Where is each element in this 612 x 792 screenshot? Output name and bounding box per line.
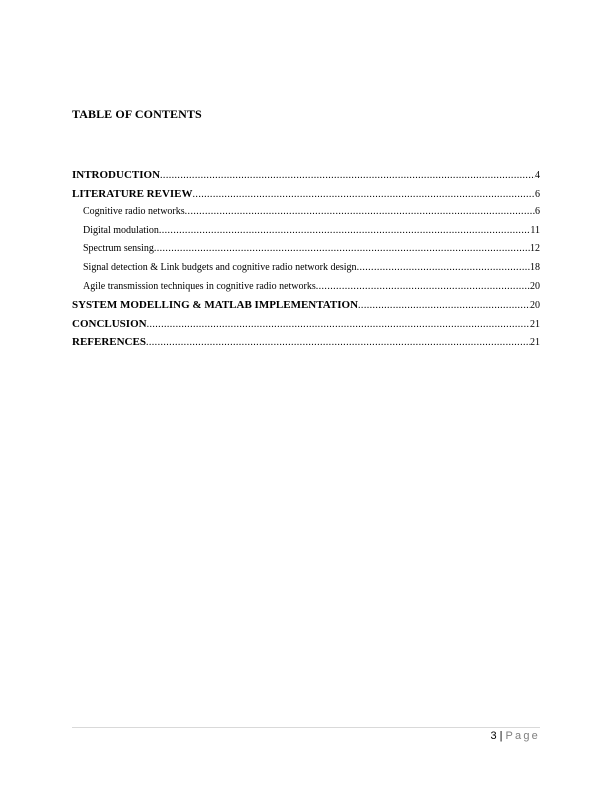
toc-entry-signal-detection[interactable] xyxy=(72,259,540,278)
toc-entry-title: Agile transmission techniques in cognitive radio networks xyxy=(83,280,316,292)
toc-dot-leader xyxy=(193,186,535,205)
footer-separator: | xyxy=(499,730,503,742)
toc-list xyxy=(72,166,540,352)
toc-entry-page: 21 xyxy=(530,318,540,330)
toc-entry-references[interactable] xyxy=(72,333,540,352)
page-footer xyxy=(491,730,540,742)
toc-entry-introduction[interactable] xyxy=(72,166,540,185)
toc-entry-title: Digital modulation xyxy=(83,224,159,236)
toc-entry-cognitive-radio-networks[interactable] xyxy=(72,203,540,222)
toc-entry-conclusion[interactable] xyxy=(72,315,540,334)
toc-entry-title: Cognitive radio networks xyxy=(83,206,185,218)
toc-dot-leader xyxy=(160,167,535,186)
toc-entry-literature-review[interactable] xyxy=(72,185,540,204)
toc-entry-agile-transmission[interactable] xyxy=(72,278,540,297)
toc-entry-page: 18 xyxy=(530,261,540,273)
toc-entry-page: 20 xyxy=(530,300,540,312)
toc-entry-page: 20 xyxy=(530,280,540,292)
toc-entry-title: REFERENCES xyxy=(72,336,146,349)
toc-dot-leader xyxy=(154,240,530,259)
toc-entry-page: 21 xyxy=(530,337,540,349)
toc-entry-title: LITERATURE REVIEW xyxy=(72,187,193,200)
toc-heading: TABLE OF CONTENTS xyxy=(72,107,202,121)
toc-dot-leader xyxy=(159,222,531,241)
toc-entry-title: SYSTEM MODELLING & MATLAB IMPLEMENTATION xyxy=(72,299,359,312)
toc-entry-page: 11 xyxy=(530,224,540,236)
toc-entry-page: 12 xyxy=(530,243,540,255)
toc-entry-page: 6 xyxy=(535,188,540,200)
toc-entry-page: 4 xyxy=(535,170,540,181)
toc-dot-leader xyxy=(357,259,530,278)
toc-entry-title: Signal detection & Link budgets and cognitive radio network design xyxy=(83,261,357,273)
toc-entry-title: INTRODUCTION xyxy=(72,169,161,181)
toc-dot-leader xyxy=(185,203,535,222)
footer-page-word: Page xyxy=(505,730,540,742)
toc-entry-title: CONCLUSION xyxy=(72,317,147,330)
toc-entry-system-modelling[interactable] xyxy=(72,296,540,315)
toc-dot-leader xyxy=(146,334,530,353)
toc-entry-digital-modulation[interactable] xyxy=(72,222,540,241)
toc-entry-title: Spectrum sensing xyxy=(83,243,154,255)
toc-dot-leader xyxy=(358,297,530,316)
footer-page-number: 3 xyxy=(490,730,497,742)
footer-divider xyxy=(72,727,540,728)
toc-entry-page: 6 xyxy=(535,206,540,218)
toc-dot-leader xyxy=(316,278,530,297)
toc-entry-spectrum-sensing[interactable] xyxy=(72,240,540,259)
toc-dot-leader xyxy=(147,316,530,335)
